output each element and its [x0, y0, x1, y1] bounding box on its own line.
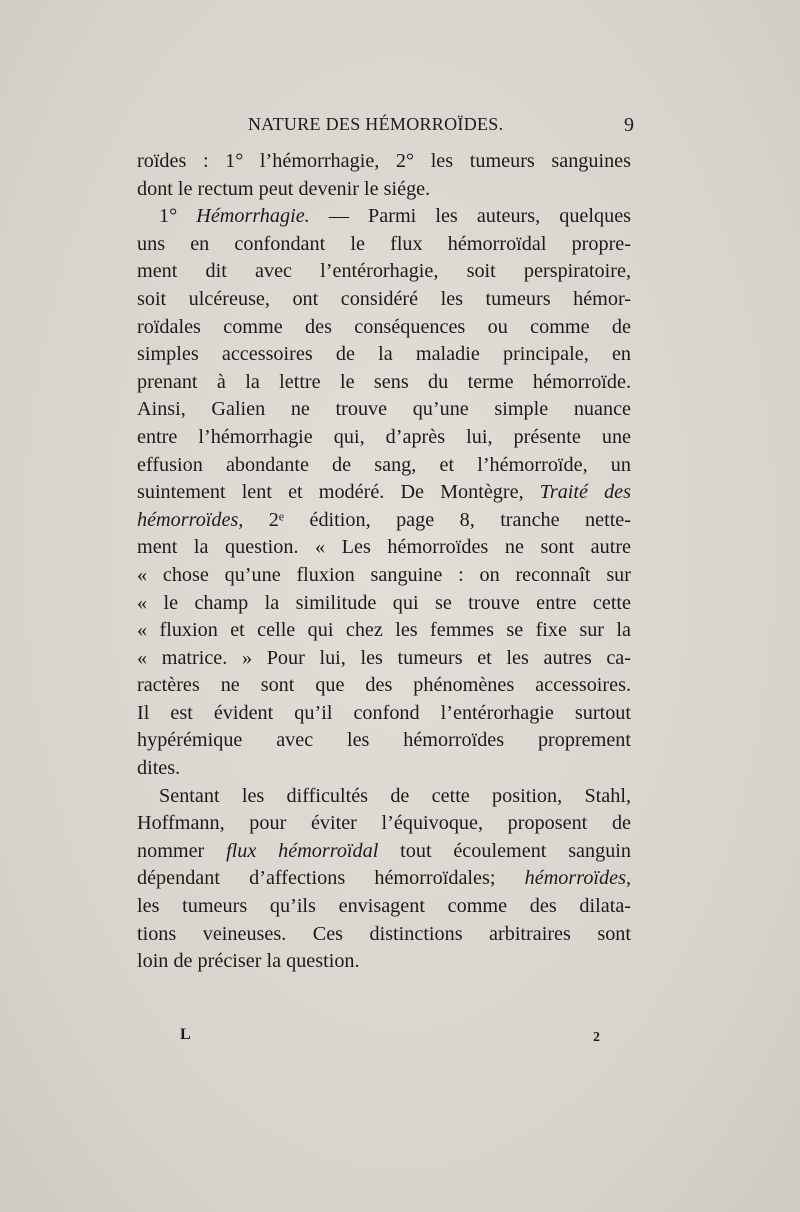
text-line — [137, 672, 631, 700]
text-segment: Il est évident qu’il confond l’entérorhagie surtout — [137, 701, 631, 724]
text-segment: les tumeurs qu’ils envisagent comme des dilata- — [137, 895, 631, 918]
text-segment: roïdes : 1° l’hémorrhagie, 2° les tumeurs sanguines — [137, 150, 631, 172]
signature-number: 2 — [593, 1030, 600, 1045]
text-line — [137, 893, 631, 921]
text-segment: effusion abondante de sang, et l’hémorroïde, un — [137, 453, 631, 476]
italic-text: flux hémorroïdal — [226, 839, 379, 862]
italic-text: Traité des — [539, 481, 631, 504]
text-line — [137, 838, 631, 866]
text-line — [137, 479, 631, 507]
page-footer — [180, 1026, 600, 1050]
text-segment: « chose qu’une fluxion sanguine : on reconnaît sur — [137, 563, 631, 586]
text-line — [137, 700, 631, 728]
text-line — [137, 783, 631, 811]
text-segment: Hoffmann, pour éviter l’équivoque, proposent de — [137, 812, 631, 835]
text-segment: ractères ne sont que des phénomènes accessoires. — [137, 674, 631, 697]
text-segment: « matrice. » Pour lui, les tumeurs et les autres ca- — [137, 646, 631, 669]
signature-letter: L — [180, 1026, 191, 1043]
text-segment: ment dit avec l’entérorhagie, soit perspiratoire, — [137, 260, 631, 283]
text-segment: dont le rectum peut devenir le siége. — [137, 177, 431, 200]
italic-text: hémorroïdes, — [524, 867, 631, 890]
text-segment: 2ᵉ édition, page 8, tranche nette- — [243, 508, 631, 531]
text-line — [137, 534, 631, 562]
text-segment: roïdales comme des conséquences ou comme de — [137, 315, 631, 338]
text-segment: simples accessoires de la maladie principale, en — [137, 343, 631, 366]
text-line — [137, 314, 631, 342]
text-line — [137, 341, 631, 369]
text-line — [137, 452, 631, 480]
text-segment: suintement lent et modéré. De Montègre, — [137, 481, 540, 504]
text-segment: uns en confondant le flux hémorroïdal propre- — [137, 232, 631, 255]
body-text — [137, 148, 631, 976]
running-title: NATURE DES HÉMORROÏDES. — [248, 114, 504, 134]
text-line — [137, 727, 631, 755]
text-line — [137, 176, 631, 204]
text-line — [137, 810, 631, 838]
text-segment: « fluxion et celle qui chez les femmes se fixe sur la — [137, 619, 631, 642]
page-number: 9 — [624, 114, 634, 136]
text-segment: Sentant les difficultés de cette position, Stahl, — [159, 784, 631, 807]
text-line — [137, 231, 631, 259]
text-segment: entre l’hémorrhagie qui, d’après lui, présente une — [137, 425, 631, 448]
text-segment: prenant à la lettre le sens du terme hémorroïde. — [137, 370, 631, 393]
italic-text: hémorroïdes, — [137, 508, 244, 531]
text-line — [137, 921, 631, 949]
text-line — [137, 148, 631, 176]
text-line — [137, 865, 631, 893]
italic-text: Hémorrhagie. — [196, 205, 310, 228]
text-segment: dites. — [137, 757, 181, 780]
text-line — [137, 645, 631, 673]
page-header — [120, 114, 634, 142]
text-segment: ment la question. « Les hémorroïdes ne sont autre — [137, 536, 631, 559]
text-segment: « le champ la similitude qui se trouve entre cette — [137, 591, 631, 614]
text-segment: tions veineuses. Ces distinctions arbitraires sont — [137, 922, 631, 945]
text-segment: hypérémique avec les hémorroïdes proprement — [137, 729, 631, 752]
text-line — [137, 258, 631, 286]
text-line — [137, 396, 631, 424]
text-segment: nommer — [137, 839, 227, 862]
text-line — [137, 948, 631, 976]
text-segment: — Parmi les auteurs, quelques — [309, 205, 632, 228]
text-line — [137, 755, 631, 783]
text-line — [137, 203, 631, 231]
text-line — [137, 369, 631, 397]
text-line — [137, 562, 631, 590]
text-segment: Ainsi, Galien ne trouve qu’une simple nuance — [137, 398, 631, 421]
text-line — [137, 617, 631, 645]
text-line — [137, 507, 631, 535]
text-segment: tout écoulement sanguin — [378, 839, 631, 862]
text-segment: dépendant d’affections hémorroïdales; — [137, 867, 525, 890]
text-line — [137, 286, 631, 314]
text-segment: loin de préciser la question. — [137, 950, 360, 973]
text-segment: soit ulcéreuse, ont considéré les tumeurs hémor- — [137, 287, 631, 310]
text-line — [137, 590, 631, 618]
text-line — [137, 424, 631, 452]
text-segment: 1° — [159, 205, 197, 228]
